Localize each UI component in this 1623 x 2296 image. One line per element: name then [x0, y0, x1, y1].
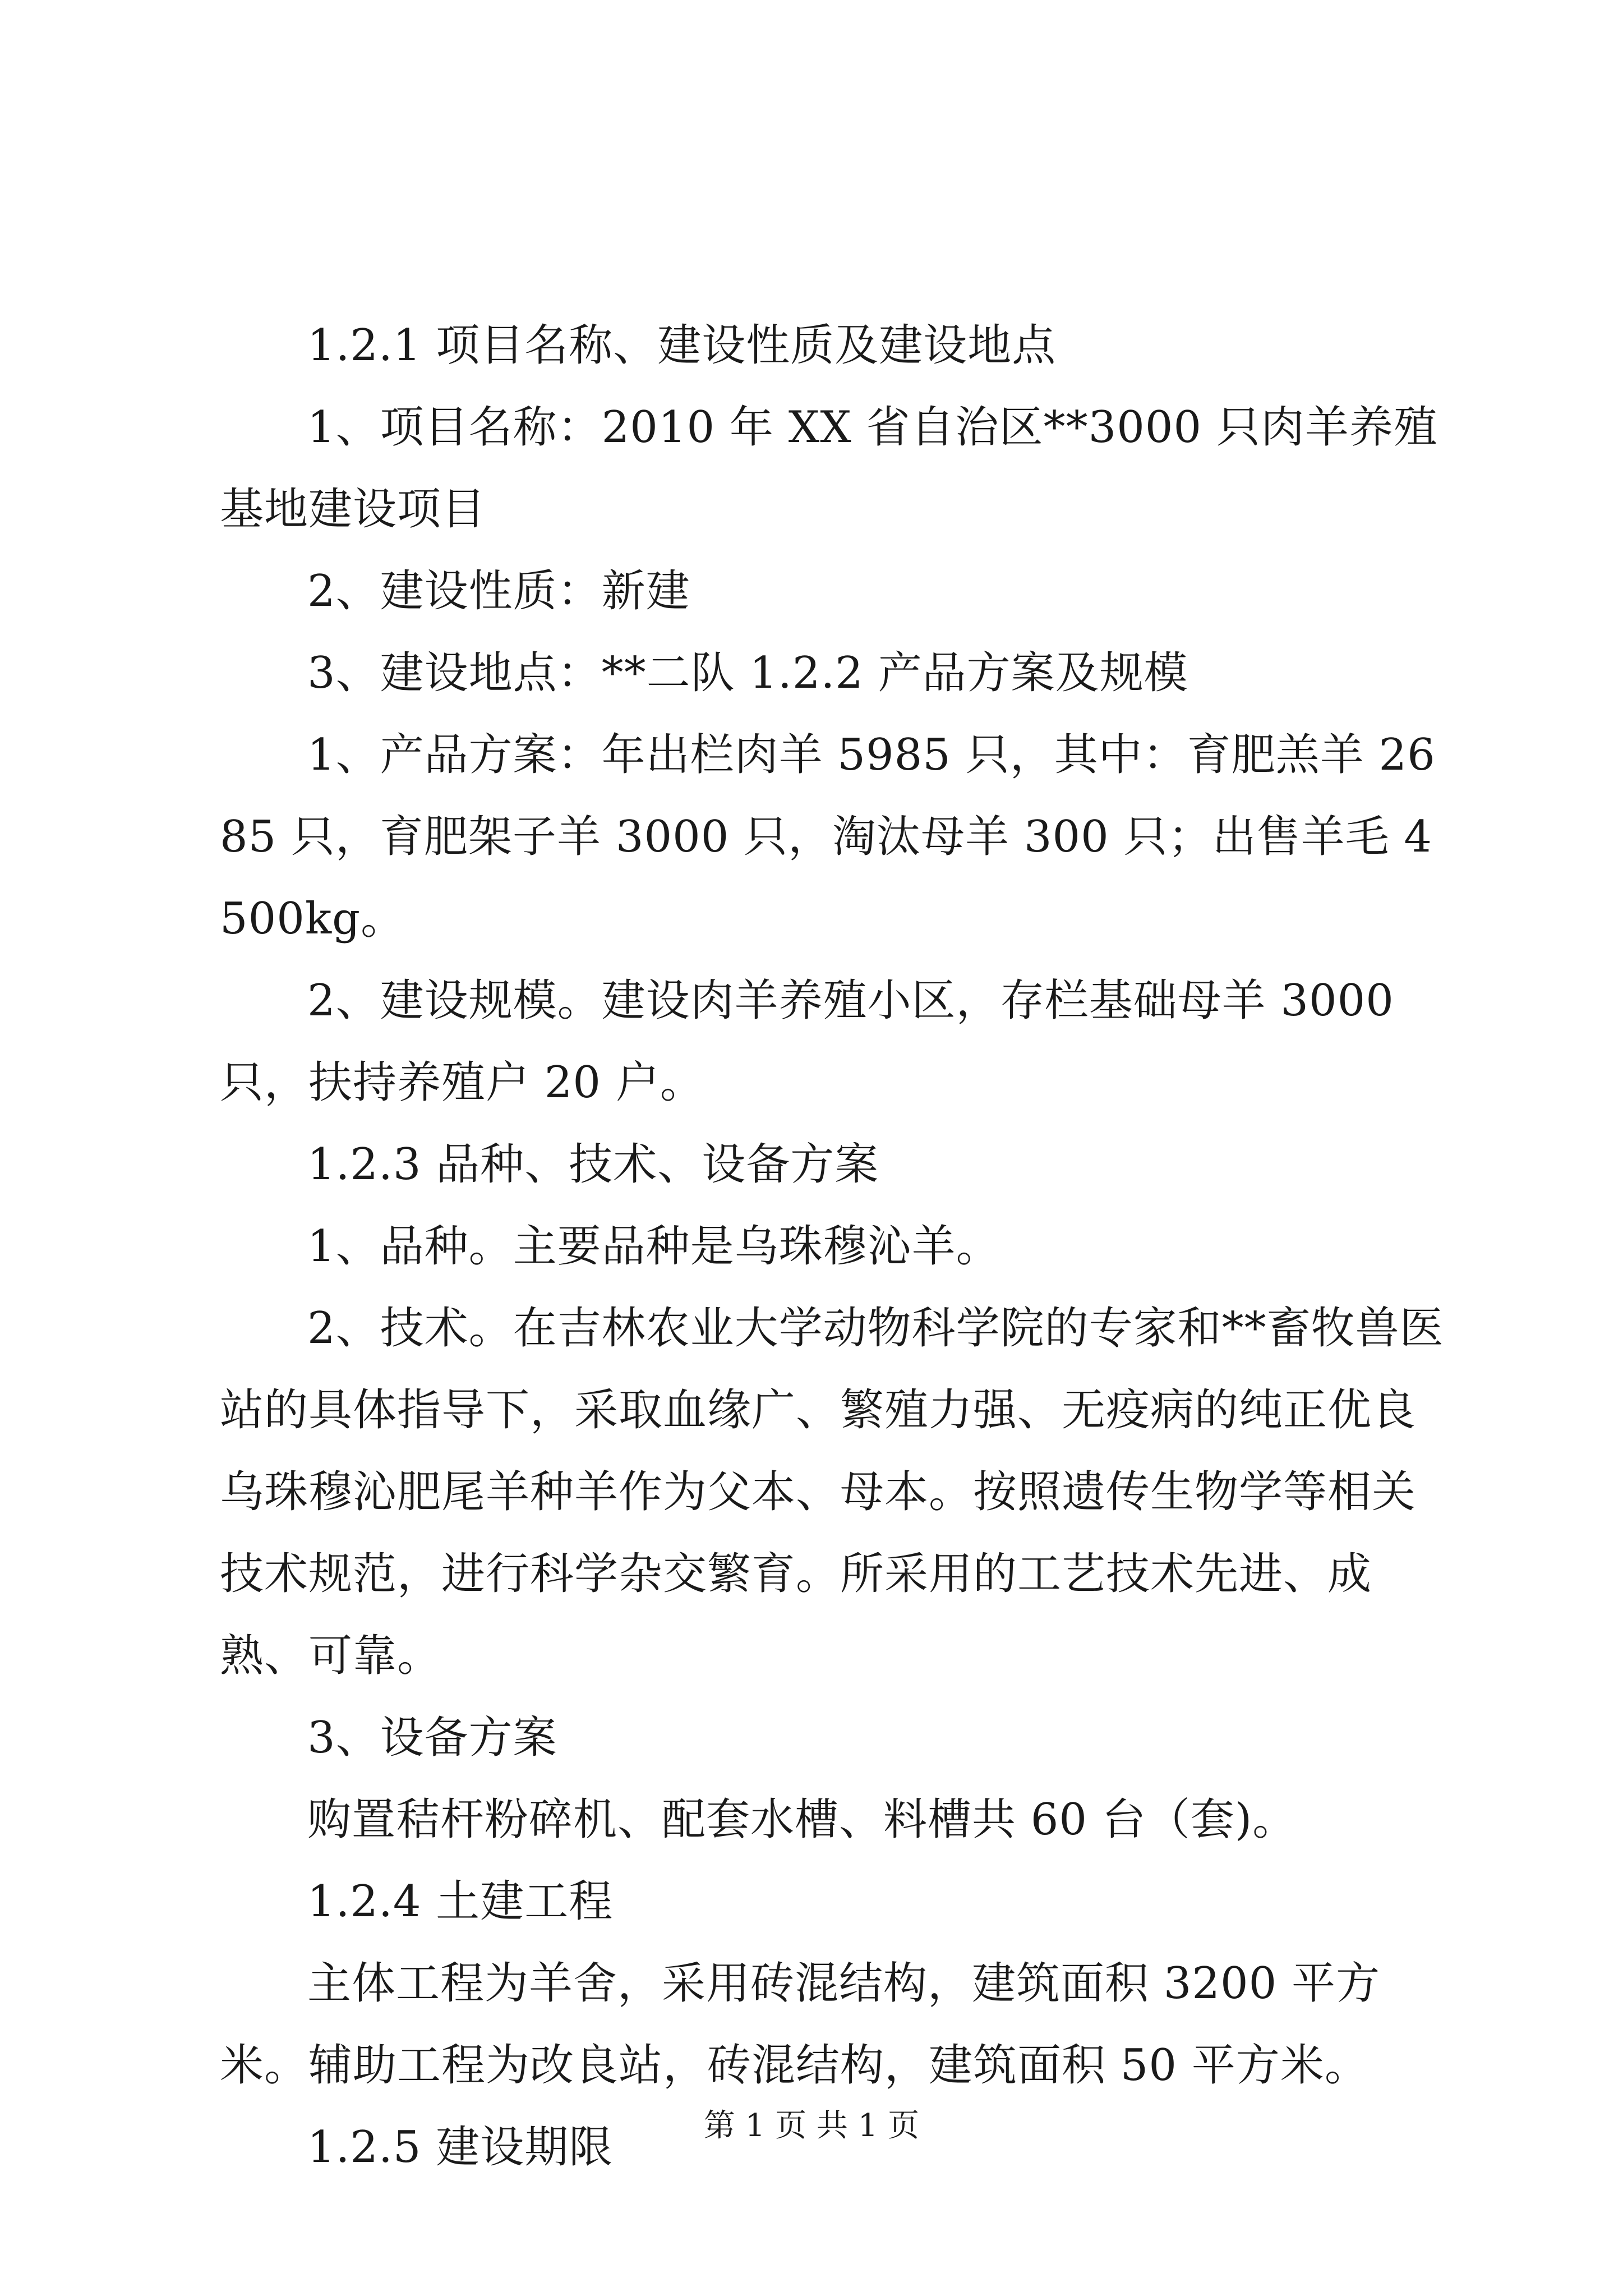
heading-1-2-1: 1.2.1 项目名称、建设性质及建设地点 — [307, 320, 1057, 371]
paragraph-project-name: 1、项目名称：2010 年 XX 省自治区**3000 只肉羊养殖基地建设项目 — [220, 402, 1438, 535]
paragraph-construction-scale: 2、建设规模。建设肉羊养殖小区，存栏基础母羊 3000 只，扶持养殖户 20 户。 — [220, 976, 1394, 1108]
paragraph-construction-nature: 2、建设性质：新建 — [307, 566, 690, 616]
heading-1-2-5: 1.2.5 建设期限 — [307, 2122, 614, 2173]
paragraph-breed: 1、品种。主要品种是乌珠穆沁羊。 — [307, 1221, 1000, 1272]
paragraph-equipment-heading: 3、设备方案 — [307, 1713, 557, 1763]
paragraph-technology: 2、技术。在吉林农业大学动物科学院的专家和**畜牧兽医站的具体指导下，采取血缘广、繁殖力强、无疫病的纯正优良乌珠穆沁肥尾羊种羊作为父本、母本。按照遗传生物学等相关技术规范，进行科学杂交繁育。所采用的工艺技术先进、成熟、可靠。 — [220, 1303, 1444, 1681]
paragraph-civil-works: 主体工程为羊舍，采用砖混结构，建筑面积 3200 平方米。辅助工程为改良站，砖混结构，建筑面积 50 平方米。 — [220, 1958, 1381, 2091]
paragraph-product-plan: 1、产品方案：年出栏肉羊 5985 只，其中：育肥羔羊 2685 只，育肥架子羊 3000 只，淘汰母羊 300 只；出售羊毛 4500kg。 — [220, 730, 1436, 944]
heading-1-2-4: 1.2.4 土建工程 — [307, 1876, 614, 1927]
paragraph-construction-location: 3、建设地点：**二队 1.2.2 产品方案及规模 — [307, 648, 1188, 698]
document-body — [220, 305, 1447, 2188]
heading-1-2-3: 1.2.3 品种、技术、设备方案 — [307, 1139, 879, 1190]
paragraph-equipment-purchase: 购置秸杆粉碎机、配套水槽、料槽共 60 台（套)。 — [307, 1795, 1297, 1845]
page-footer: 第 1 页 共 1 页 — [703, 2108, 920, 2144]
